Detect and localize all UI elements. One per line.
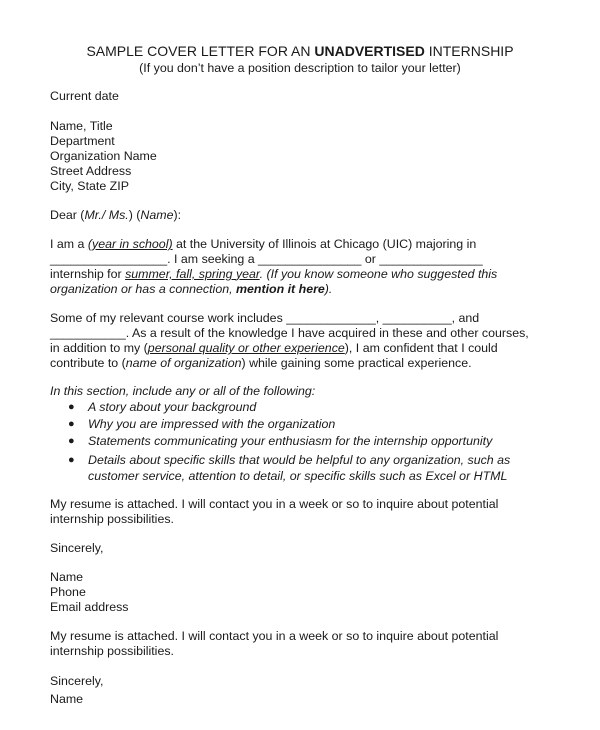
personal-quality-placeholder: personal quality or other experience [147, 341, 345, 355]
season-placeholder: summer, fall, spring [125, 267, 233, 281]
title-text-bold: UNADVERTISED [314, 43, 425, 59]
closing-line2: internship possibilities. [50, 512, 174, 526]
bullet-icon: ● [68, 401, 75, 413]
para1-text: I am a [50, 237, 88, 251]
section-intro-text: In this section, include any or all of the following: [50, 384, 316, 398]
recipient-street: Street Address [50, 164, 132, 178]
closing-line1: My resume is attached. I will contact you in a week or so to inquire about potential [50, 497, 499, 511]
salutation-dear: Dear ( [50, 208, 85, 222]
para2-text: ) while gaining some practical experience. [241, 356, 472, 370]
recipient-department: Department [50, 134, 115, 148]
sender-email: Email address [50, 600, 129, 614]
salutation-mid: ) ( [128, 208, 141, 222]
year-in-school-placeholder: (year in school) [87, 237, 173, 251]
closing-repeat-line1: My resume is attached. I will contact you in a week or so to inquire about potential [50, 629, 499, 643]
title-text-end: INTERNSHIP [424, 43, 514, 59]
title-text-start: SAMPLE COVER LETTER FOR AN [86, 43, 315, 59]
sender-name: Name [50, 570, 84, 584]
list-item: Why you are impressed with the organization [88, 417, 336, 431]
sender-name-repeat: Name [50, 692, 84, 706]
page-title [0, 42, 600, 60]
para2-line1: Some of my relevant course work includes _____________, __________, and [50, 311, 480, 325]
list-item: Statements communicating your enthusiasm for the internship opportunity [88, 434, 493, 448]
list-item: A story about your background [88, 400, 257, 414]
para2-line3 [50, 341, 498, 356]
para1-text: internship for [50, 267, 126, 281]
recipient-name-title: Name, Title [50, 119, 113, 133]
para1-text: organization or has a connection, [50, 282, 236, 296]
para2-text: contribute to ( [50, 356, 126, 370]
para1-text: . (If you know someone who suggested this [259, 267, 498, 281]
closing-repeat-line2: internship possibilities. [50, 644, 174, 658]
para1-text: ). [324, 282, 333, 296]
para2-line2: ___________. As a result of the knowledge I have acquired in these and other courses, [50, 326, 529, 340]
year-placeholder: year [235, 267, 260, 281]
current-date: Current date [50, 89, 119, 103]
bullet-icon: ● [68, 435, 75, 447]
para1-line1 [50, 237, 476, 252]
salutation [50, 208, 181, 223]
recipient-city: City, State ZIP [50, 179, 129, 193]
organization-placeholder: name of organization [125, 356, 242, 370]
para1-line4 [50, 282, 332, 297]
salutation-mr-ms: Mr./ Ms. [84, 208, 129, 222]
recipient-organization: Organization Name [50, 149, 157, 163]
para1-line3 [50, 267, 497, 282]
para1-line2: _________________. I am seeking a _______________ or _______________ [50, 252, 483, 266]
para2-text: ), I am confident that I could [344, 341, 498, 355]
bullet-icon: ● [68, 418, 75, 430]
list-item: Details about specific skills that would be helpful to any organization, such as [88, 453, 511, 467]
para2-line4 [50, 356, 472, 371]
salutation-name: Name [140, 208, 174, 222]
page-subtitle: (If you don’t have a position description to tailor your letter) [139, 61, 461, 75]
section-intro [50, 384, 315, 399]
sender-phone: Phone [50, 585, 86, 599]
sign-off-repeat: Sincerely, [50, 674, 104, 688]
list-item-continued: customer service, attention to detail, or specific skills such as Excel or HTML [88, 469, 508, 483]
sign-off: Sincerely, [50, 541, 104, 555]
salutation-end: ): [173, 208, 182, 222]
para2-text: in addition to my ( [50, 341, 148, 355]
bullet-icon: ● [68, 454, 75, 466]
para1-text: at the University of Illinois at Chicago (UIC) majoring in [172, 237, 477, 251]
mention-placeholder: mention it here [235, 282, 325, 296]
